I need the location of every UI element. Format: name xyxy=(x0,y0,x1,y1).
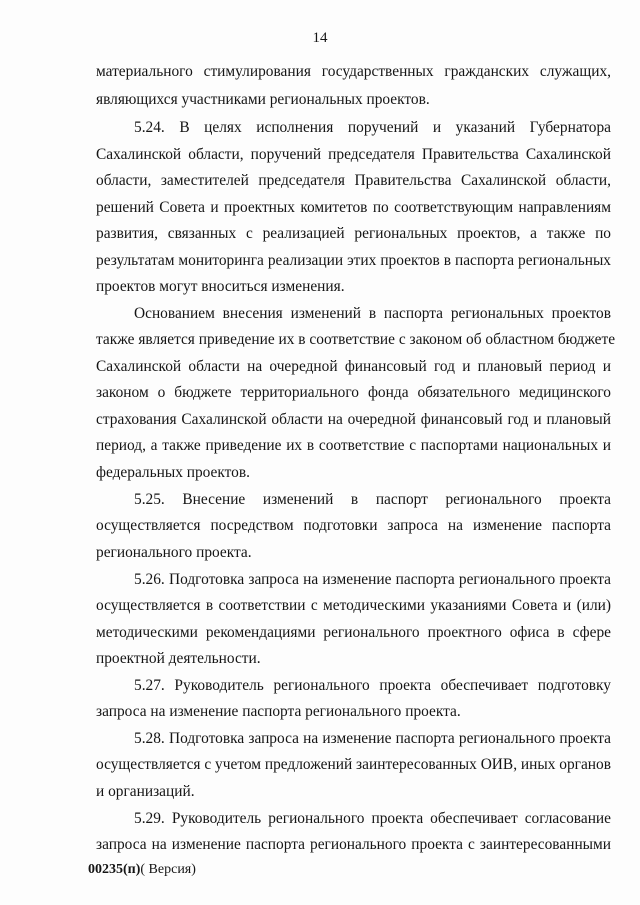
text-line: также является приведение их в соответствие с законом об областном бюджете xyxy=(96,331,616,348)
text-line: результатам мониторинга реализации этих проектов в паспорта региональных xyxy=(96,252,611,269)
text-line: решений Совета и проектных комитетов по соответствующим направлениям xyxy=(96,199,611,216)
text-line: осуществляется в соответствии с методическими указаниями Совета и (или) xyxy=(96,597,611,614)
text-line: методическими рекомендациями регионального проектного офиса в сфере xyxy=(96,624,611,641)
text-line: 5.25. Внесение изменений в паспорт регионального проекта xyxy=(134,491,611,508)
text-line: проектов могут вноситься изменения. xyxy=(96,278,345,295)
text-line: Сахалинской области, поручений председателя Правительства Сахалинской xyxy=(96,146,611,163)
document-footer xyxy=(88,862,196,878)
text-line: проектной деятельности. xyxy=(96,650,261,667)
text-line: и организаций. xyxy=(96,783,195,800)
text-line: период, а также приведение их в соответствие с паспортами национальных и xyxy=(96,437,611,454)
text-line: 5.27. Руководитель регионального проекта обеспечивает подготовку xyxy=(134,677,611,694)
text-line: 5.26. Подготовка запроса на изменение паспорта регионального проекта xyxy=(134,571,611,588)
text-line: законом о бюджете территориального фонда обязательного медицинского xyxy=(96,384,611,401)
text-line: 5.24. В целях исполнения поручений и указаний Губернатора xyxy=(134,119,611,136)
text-line: регионального проекта. xyxy=(96,544,252,561)
text-line: запроса на изменение паспорта регионального проекта. xyxy=(96,703,461,720)
document-version: ( Версия) xyxy=(140,862,196,877)
text-line: материального стимулирования государственных гражданских служащих, xyxy=(96,63,611,80)
text-line: 5.28. Подготовка запроса на изменение паспорта регионального проекта xyxy=(134,730,611,747)
text-line: осуществляется с учетом предложений заинтересованных ОИВ, иных органов xyxy=(96,756,611,773)
text-line: федеральных проектов. xyxy=(96,464,250,481)
text-line: страхования Сахалинской области на очередной финансовый год и плановый xyxy=(96,411,611,428)
document-code: 00235(п) xyxy=(88,862,141,877)
text-line: осуществляется посредством подготовки запроса на изменение паспорта xyxy=(96,517,611,534)
page-number: 14 xyxy=(312,30,328,46)
text-line: 5.29. Руководитель регионального проекта обеспечивает согласование xyxy=(134,810,611,827)
text-line: запроса на изменение паспорта регионального проекта с заинтересованными xyxy=(96,836,611,853)
text-line: являющихся участниками региональных проектов. xyxy=(96,91,430,108)
text-line: развития, связанных с реализацией региональных проектов, а также по xyxy=(96,225,611,242)
text-line: области, заместителей председателя Правительства Сахалинской области, xyxy=(96,172,611,189)
text-line: Основанием внесения изменений в паспорта региональных проектов xyxy=(134,305,611,322)
text-line: Сахалинской области на очередной финансовый год и плановый период и xyxy=(96,358,611,375)
